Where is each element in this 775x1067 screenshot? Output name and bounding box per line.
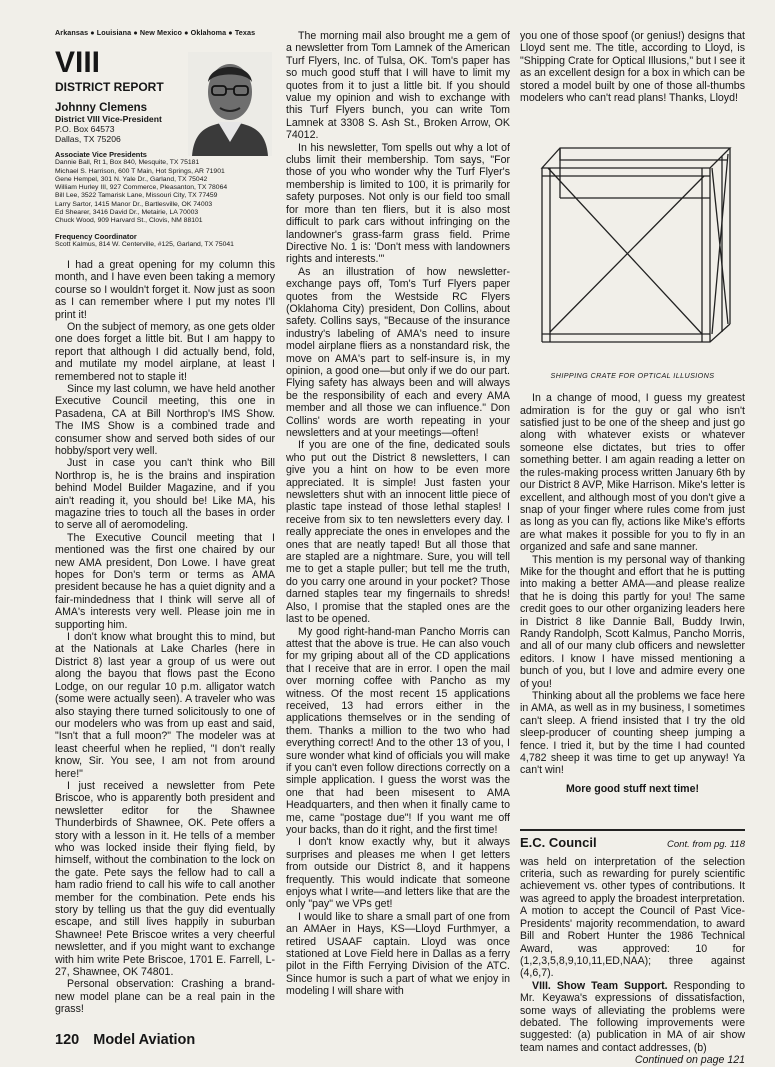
paragraph: If you are one of the fine, dedicated souls who put out the District 8 newsletters, I can give you a hint on how to be even more appreciated. It is simple! Just fasten your newsletters shut with an innocent little piece of plastic tape instead of those lethal staples! I receive from six to ten newsletters every day. I really appreciate the ones in envelopes and the ones that are neatly taped! But all those that are stapled are a nightmare. Sure, you will tell me to get a staple puller; but tell me the truth, do you carry one around in your pocket? Those darned staples tear my fingernails to shreds! Also, I promise that the stapled ones are the last to be opened. (286, 439, 510, 626)
ec-council-title: E.C. Council (520, 835, 597, 851)
paragraph: Since my last column, we have held another Executive Council meeting, this one in Pasadena, CA at Bill Northrop's IMS Show. The IMS Show is a combined trade and consumer show and served both sides of our hobby/sport very well. (55, 382, 275, 457)
paragraph: Personal observation: Crashing a brand-new model plane can be a real pain in the grass! (55, 978, 275, 1016)
associate-item: Michael S. Harrison, 600 T Main, Hot Springs, AR 71901 (55, 167, 225, 175)
paragraph: I would like to share a small part of one from an AMAer in Hays, KS—Lloyd Furthmyer, a retired USAAF captain. Lloyd was once stationed at Love Field here in Dallas as a ferry pilot in the Fifth Ferrying Division of the ATC. Since humor is such a part of what we enjoy in modeling I will share with (286, 910, 510, 998)
ec-council-header (520, 837, 745, 851)
section-divider (520, 829, 745, 831)
paragraph: My good right-hand-man Pancho Morris can attest that the above is true. He can also vouch for my griping about all of the CD applications that I receive that are in error. I open the mail over morning coffee with Pancho as my witness. Of the most recent 15 applications received, 13 had errors either in the applications themselves or in the sending of them. Thanks a million to the two who had everything correct! And to the other 13 of you, I sure wonder what kind of officials you will make if you can't even follow directions correctly on a simple application. I guess the worst was the one that had been misesent to AMA Headquarters, and then when it finally came to me, came "postage due"! If you want me off your backs, than do it right, and the first time! (286, 625, 510, 836)
shipping-crate-illustration (520, 128, 735, 362)
paragraph: The morning mail also brought me a gem of a newsletter from Tom Lamnek of the American Turf Flyers, Inc. of Tulsa, OK. Tom's paper has so much good stuff that I will have to limit my quotes from it to just a little bit. If you should value my opinion and wish to exchange with this Turf Flyers bunch, you can write Tom Lamnek at 3308 S. Ash St., Broken Arrow, OK 74012. (286, 30, 510, 142)
paragraph: The Executive Council meeting that I mentioned was the first one chaired by our new AMA president, Don Lowe. I have great hopes for Don's term or terms as AMA president because he has a quiet dignity and a fair-mindedness that I think will serve all of AMA's interests very well. Please join me in supporting him. (55, 531, 275, 631)
column-2 (286, 30, 510, 998)
paragraph: Thinking about all the problems we face here in AMA, as well as in my business, I sometimes can't sleep. A friend insisted that I try the old sleep-producer of counting sheep jumping a fence. I tried it, but by the time I had counted 4,782 sheep it was time to get up anyway! Ya can't win! (520, 690, 745, 777)
associate-item: Ed Shearer, 3416 David Dr., Metairie, LA 70003 (55, 209, 199, 216)
associate-item: Chuck Wood, 909 Harvard St., Clovis, NM 88101 (55, 217, 203, 225)
author-address-1: P.O. Box 64573 (55, 124, 115, 135)
associates-heading: Associate Vice Presidents (55, 150, 147, 160)
paragraph: I don't know what brought this to mind, but at the Nationals at Lake Charles (here in District 8) last year a group of us were out along the bayou that flows past the Econo Lodge, on our regular 10 p.m. alligator watch (some were actually seen). A traveler who was also staying there turned solicitously to one of our modelers who was from up east and said, "Isn't that a full moon?" The modeler was at least cheerful when he replied, "I don't really know, Sir. You see, I am not from around here!" (55, 631, 275, 780)
paragraph: was held on interpretation of the selection criteria, such as rewarding for purely scientific achievement vs. other types of contributions. It was agreed to apply the broadest interpretation. A motion to accept the Council of Past Vice-Presidents' majority recommendation, to award Bill and Robert Hunter the 1986 Technical Award, was approved: 10 for (1,2,3,5,8,9,10,11,ED,NAA); three against (4,6,7). (520, 855, 745, 980)
paragraph: On the subject of memory, as one gets older one does forget a little bit. But I am happy to report that although I did actually bend, fold, and mutilate my model airplane, at least I remembered not to staple it! (55, 320, 275, 383)
magazine-title: Model Aviation (93, 1032, 196, 1048)
paragraph: I don't know exactly why, but it always surprises and pleases me when I get letters from outside our District 8, and it happens frequently. This would indicate that someone enjoys what I write—and letters like that are the only "pay" we VPs get! (286, 836, 510, 911)
closing-line: More good stuff next time! (565, 782, 699, 795)
paragraph: I just received a newsletter from Pete Briscoe, who is apparently both president and newsletter editor for the Shawnee Thunderbirds of Shawnee, OK. Pete offers a story with a lesson in it. He tells of a member who was locked inside their flying field, by himself, without the combination to the lock on the gate. Pete says the fellow had to call a ham radio friend to call his wife to call another member for the combination. Pete ends his story by telling us that the guy did eventually escape, and still lives happily in suburban Shawnee! Pete Briscoe writes a very cheerful newsletter, and if you might want to exchange with him write Pete Briscoe, 1701 E. Farrell, L-27, Shawnee, OK 74801. (55, 779, 275, 979)
page-footer (55, 1032, 205, 1048)
associate-item: William Hurley III, 927 Commerce, Pleasanton, TX 78064 (55, 184, 228, 192)
continued-on-link[interactable]: Continued on page 121 (634, 1054, 745, 1067)
paragraph-text: Responding to Mr. Keyawa's expressions of dissatisfaction, some ways of alleviating the problems were debated. The following improvements were suggested: (a) publication in MA of air show team names and contact addresses, (b) (520, 979, 745, 1054)
paragraph: I had a great opening for my column this month, and I have even been taking a memory course so I wouldn't forget it. Now just as soon as I can remember where I put my notes I'll print it! (55, 258, 275, 321)
report-title: DISTRICT REPORT (55, 80, 164, 95)
associate-item: Bill Lee, 3522 Tamarisk Lane, Missouri City, TX 77459 (55, 192, 218, 200)
paragraph: This mention is my personal way of thanking Mike for the thought and effort that he is putting into making a better AMA—and please realize that he is doing this partly for you! The same credit goes to our other organizing leaders here in District 8 like Dannie Ball, Buddy Irwin, Randy Randolph, Scott Kalmus, Pancho Morris, and all of our many club officers and newsletter editors. I know I have missed mentioning a bunch of you, but I love and admire every one of you! (520, 553, 745, 690)
paragraph (520, 980, 745, 1054)
author-title: District VIII Vice-President (55, 114, 162, 125)
illustration-caption: SHIPPING CRATE FOR OPTICAL ILLUSIONS (550, 370, 715, 380)
continued-from-link[interactable]: Cont. from pg. 118 (667, 839, 745, 851)
author-address-2: Dallas, TX 75206 (55, 134, 121, 145)
paragraph: you one of those spoof (or genius!) designs that Lloyd sent me. The title, according to Lloyd, is "Shipping Crate for Optical Illusions," but I see it as an excellent design for a box in which can be stored a model built by one of those all-thumbs modelers who can't read plans! Thanks, Lloyd! (520, 30, 745, 105)
paragraph: In a change of mood, I guess my greatest admiration is for the guy or gal who isn't satisfied just to be one of the sheep and just go along with whatever exists or whatever someone else dictates, but tries to offer something better. I am again reading a letter on the rules-making process written January 6th by our District 8 AVP, Mike Harrison. Mike's letter is excellent, and although most of you don't give a snap of your finger where rules come from just as long as you can fly, actions like Mike's efforts are what makes it possible for you to fly in an organized and safe and sane manner. (520, 392, 745, 554)
associate-item: Dannie Ball, Rt 1, Box 840, Mesquite, TX 75181 (55, 159, 200, 167)
states-line: Arkansas ● Louisiana ● New Mexico ● Oklahoma ● Texas (55, 28, 256, 37)
column-1 (55, 30, 275, 1016)
paragraph: Just in case you can't think who Bill Northrop is, he is the brains and inspiration behind Model Builder Magazine, and if you ain't reading it, you should be! Like MA, his magazine tries to touch all the bases in order to serve all of aeromodeling. (55, 457, 275, 532)
associate-item: Gene Hempel, 301 N. Yale Dr., Garland, TX 75042 (55, 175, 208, 183)
associate-item: Larry Sartor, 1415 Manor Dr., Bartlesville, OK 74003 (55, 200, 213, 208)
page-number: 120 (55, 1032, 80, 1048)
paragraph: In his newsletter, Tom spells out why a lot of clubs limit their membership. Tom says, "For those of you who wonder why the Turf Flyer's membership is limited to 100, it is primarily for safety purposes. Not only is our field too small for more than ten fliers, but it is also most difficult to park cars without infringing on the landowner's grass-farm grass field. Prime Directive No. 1 is: 'Don't mess with landowners rights and interests.'" (286, 141, 510, 266)
district-number: VIII (55, 46, 101, 80)
author-name: Johnny Clemens (55, 101, 148, 114)
section-lead: VIII. Show Team Support. (532, 979, 668, 992)
frequency-heading: Frequency Coordinator (55, 231, 137, 241)
paragraph: As an illustration of how newsletter-exchange pays off, Tom's Turf Flyers paper quotes from the Westside RC Flyers (Oklahoma City) president, Don Collins, about safety. Collins says, "Because of the insurance industry's labeling of AMA's need to insure model airplane fliers as a nonstandard risk, the move on AMA's part to self-insure is, in my opinion, a good one—but only if we do our part. Flying safety has always been and will always be the responsibility of each and every AMA member and all those we can influence." Don Collins' words are worth repeating in your newsletters and at your meetings—often! (286, 265, 510, 439)
column-3 (520, 30, 745, 1067)
frequency-coordinator: Scott Kalmus, 814 W. Centerville, #125, Garland, TX 75041 (55, 240, 234, 248)
